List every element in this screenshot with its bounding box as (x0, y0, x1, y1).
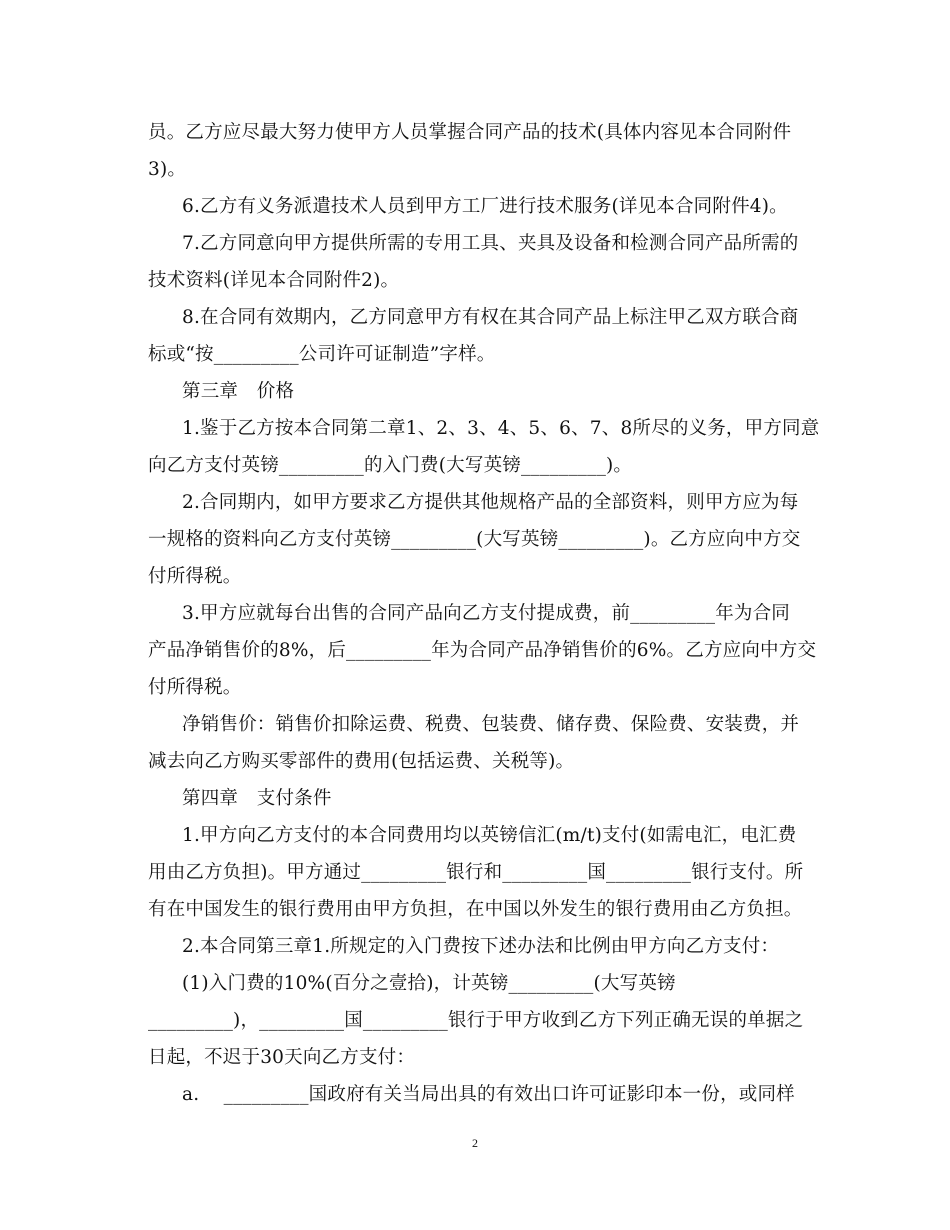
paragraph-line: 减去向乙方购买零部件的费用(包括运费、关税等)。 (148, 751, 575, 772)
paragraph-line: 有在中国发生的银行费用由甲方负担，在中国以外发生的银行费用由乙方负担。 (148, 899, 803, 920)
price-clause-1: 1.鉴于乙方按本合同第二章1、2、3、4、5、6、7、8所尽的义务，甲方同意 (182, 418, 820, 439)
net-sales-definition: 净销售价：销售价扣除运费、税费、包装费、储存费、保险费、安装费，并 (182, 714, 800, 735)
paragraph-line: 用由乙方负担)。甲方通过_________银行和_________国_________银行支付。所 (148, 862, 804, 883)
price-clause-2: 2.合同期内，如甲方要求乙方提供其他规格产品的全部资料，则甲方应为每 (182, 492, 799, 513)
chapter-heading-4: 第四章 支付条件 (182, 788, 332, 809)
clause-6: 6.乙方有义务派遣技术人员到甲方工厂进行技术服务(详见本合同附件4)。 (182, 196, 788, 217)
price-clause-3: 3.甲方应就每台出售的合同产品向乙方支付提成费，前_________年为合同 (182, 603, 791, 624)
payment-subclause-1: (1)入门费的10%(百分之壹拾)，计英镑_________(大写英镑 (182, 973, 676, 994)
paragraph-line: 付所得税。 (148, 566, 242, 587)
paragraph-line: 3)。 (148, 159, 187, 180)
payment-clause-2: 2.本合同第三章1.所规定的入门费按下述办法和比例由甲方向乙方支付： (182, 936, 780, 957)
paragraph-line: 员。乙方应尽最大努力使甲方人员掌握合同产品的技术(具体内容见本合同附件 (148, 122, 792, 143)
payment-item-a: a. _________国政府有关当局出具的有效出口许可证影印本一份，或同样 (182, 1084, 795, 1105)
paragraph-line: 产品净销售价的8%，后_________年为合同产品净销售价的6%。乙方应向中方交 (148, 640, 817, 661)
clause-8: 8.在合同有效期内，乙方同意甲方有权在其合同产品上标注甲乙双方联合商 (182, 307, 799, 328)
chapter-heading-3: 第三章 价格 (182, 381, 295, 402)
page-number: 2 (472, 1136, 478, 1150)
payment-clause-1: 1.甲方向乙方支付的本合同费用均以英镑信汇(m/t)支付(如需电汇，电汇费 (182, 825, 797, 846)
clause-7: 7.乙方同意向甲方提供所需的专用工具、夹具及设备和检测合同产品所需的 (182, 233, 799, 254)
paragraph-line: 一规格的资料向乙方支付英镑_________(大写英镑_________)。乙方应向中方交 (148, 529, 801, 550)
paragraph-line: 向乙方支付英镑_________的入门费(大写英镑_________)。 (148, 455, 633, 476)
paragraph-line: 付所得税。 (148, 677, 242, 698)
paragraph-line: 标或“按_________公司许可证制造”字样。 (148, 344, 496, 365)
paragraph-line: _________)，_________国_________银行于甲方收到乙方下列正确无误的单据之 (148, 1010, 804, 1031)
paragraph-line: 技术资料(详见本合同附件2)。 (148, 270, 400, 291)
paragraph-line: 日起，不迟于30天向乙方支付： (148, 1047, 416, 1068)
